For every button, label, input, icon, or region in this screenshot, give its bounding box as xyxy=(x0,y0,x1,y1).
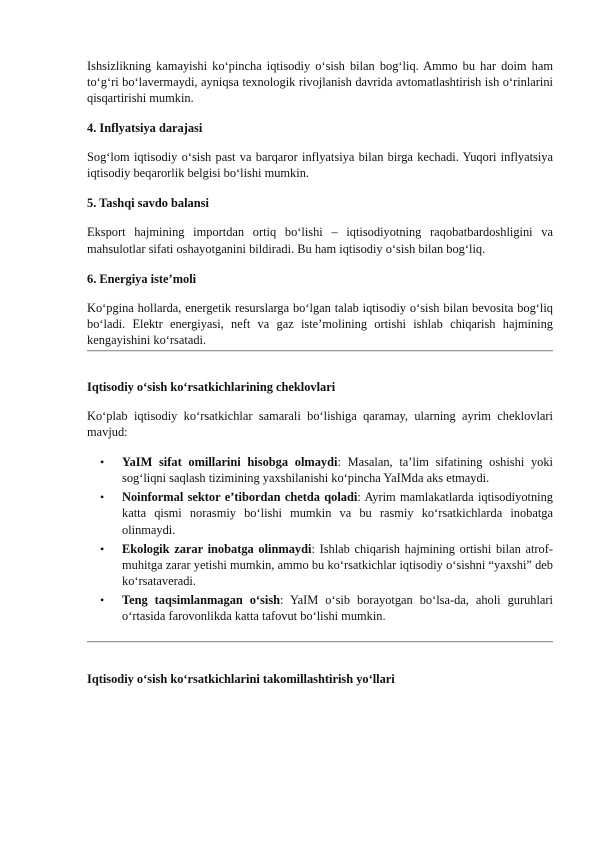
section-paragraph-energy: Ko‘pgina hollarda, energetik resurslarga bo‘lgan talab iqtisodiy o‘sish bilan bevosita bog‘liq bo‘ladi. Elektr energiyasi, neft va gaz iste’molining ortishi ishlab chiqarish hajmining kengayishini ko‘rsatadi. xyxy=(87,300,553,347)
document-page xyxy=(87,58,553,700)
list-item-text: : YaIM o‘sib borayotgan bo‘lsa-da, aholi guruhlari o‘rtasida farovonlikda katta tafovut bo‘lishi mumkin. xyxy=(122,592,553,623)
divider xyxy=(87,350,553,352)
bullet-icon: • xyxy=(100,541,105,556)
limitations-heading: Iqtisodiy o‘sish ko‘rsatkichlarining cheklovlari xyxy=(87,379,336,394)
improvements-heading: Iqtisodiy o‘sish ko‘rsatkichlarini takomillashtirish yo‘llari xyxy=(87,672,395,687)
section-paragraph-inflation: Sog‘lom iqtisodiy o‘sish past va barqaror inflyatsiya bilan birga kechadi. Yuqori inflyatsiya iqtisodiy beqarorlik belgisi bo‘lishi mumkin. xyxy=(87,150,553,181)
list-item-term: Teng taqsimlanmagan o‘sish xyxy=(122,592,281,607)
bullet-icon: • xyxy=(100,490,105,505)
list-item-term: Noinformal sektor e’tibordan chetda qoladi xyxy=(122,490,358,505)
list-item-text: : Ishlab chiqarish hajmining ortishi bilan atrof-muhitga zarar yetishi mumkin, ammo bu ko‘rsatkichlar iqtisodiy o‘sishni “yaxshi” deb ko‘rsataveradi. xyxy=(122,541,553,588)
list-item xyxy=(87,454,553,486)
section-heading-energy: 6. Energiya iste’moli xyxy=(87,271,197,286)
list-item-text: : Masalan, ta’lim sifatining oshishi yoki sog‘liqni saqlash tizimining yaxshilanishi ko‘pincha YaIMda aks etmaydi. xyxy=(122,455,553,486)
list-item-term: Ekologik zarar inobatga olinmaydi xyxy=(122,541,312,556)
bullet-icon: • xyxy=(100,455,105,470)
limitations-list xyxy=(87,454,553,624)
list-item xyxy=(87,489,553,537)
list-item-text: : Ayrim mamlakatlarda iqtisodiyotning katta qismi norasmiy bo‘lishi mumkin va bu rasmiy ko‘rsatkichlarda inobatga olinmaydi. xyxy=(122,490,553,537)
section-paragraph-trade-balance: Eksport hajmining importdan ortiq bo‘lishi – iqtisodiyotning raqobatbardoshligini va mahsulotlar sifati oshayotganini bildiradi. Bu ham iqtisodiy o‘sish bilan bog‘liq. xyxy=(87,225,553,256)
list-item xyxy=(87,592,553,624)
bullet-icon: • xyxy=(100,592,105,607)
section-heading-trade-balance: 5. Tashqi savdo balansi xyxy=(87,196,209,211)
divider xyxy=(87,641,553,643)
limitations-intro: Ko‘plab iqtisodiy ko‘rsatkichlar samarali bo‘lishiga qaramay, ularning ayrim cheklovlari mavjud: xyxy=(87,408,553,440)
section-heading-inflation: 4. Inflyatsiya darajasi xyxy=(87,121,203,136)
list-item-term: YaIM sifat omillarini hisobga olmaydi xyxy=(122,455,338,470)
intro-paragraph: Ishsizlikning kamayishi ko‘pincha iqtisodiy o‘sish bilan bog‘liq. Ammo bu har doim ham to‘g‘ri bo‘lavermaydi, ayniqsa texnologik rivojlanish davrida avtomatlashtirish ish o‘rinlarini qisqartirishi mumkin. xyxy=(87,59,553,106)
list-item xyxy=(87,541,553,589)
